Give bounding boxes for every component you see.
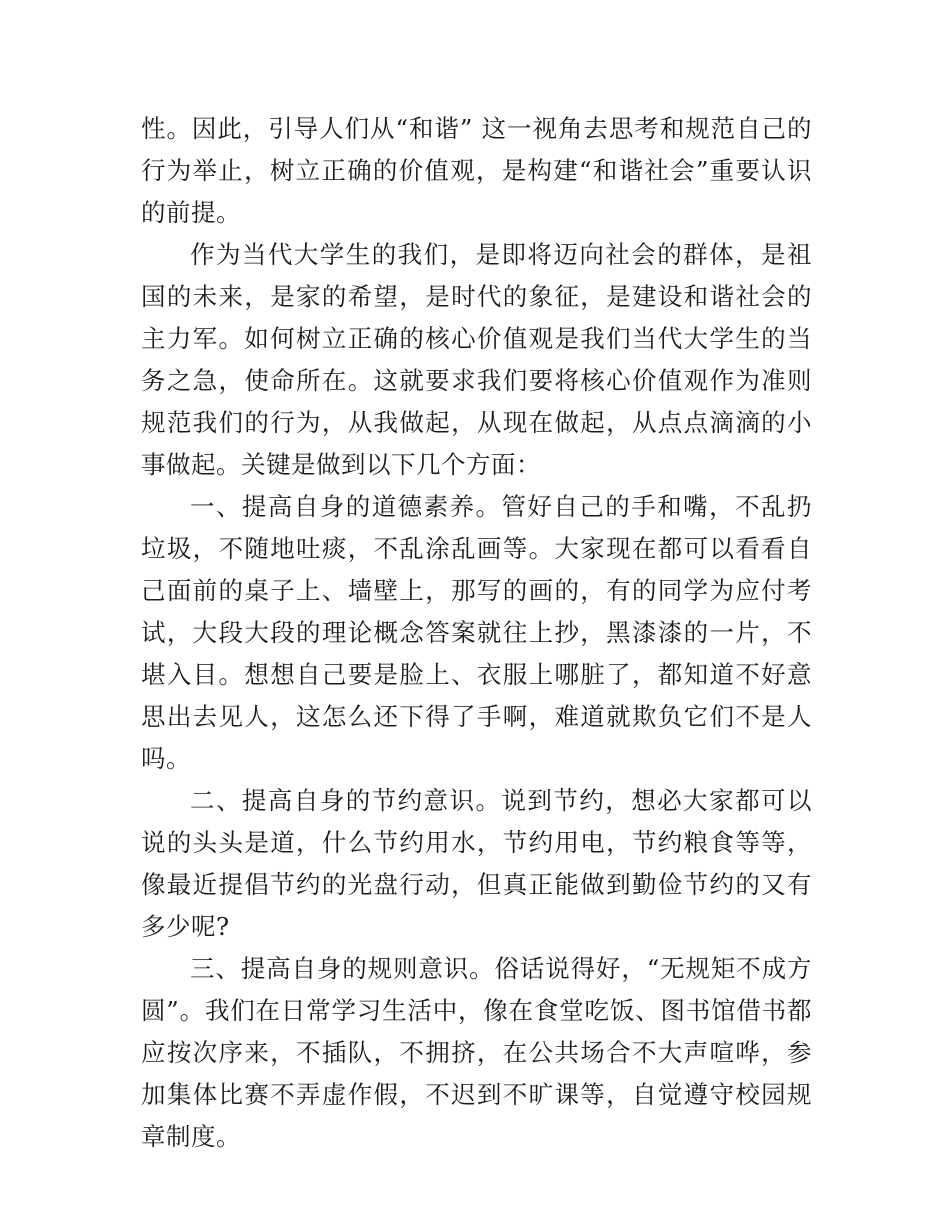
paragraph-college-students: 作为当代大学生的我们，是即将迈向社会的群体，是祖国的未来，是家的希望，是时代的象征，是建设和谐社会的主力军。如何树立正确的核心价值观是我们当代大学生的当务之急，使命所在。这就要求我们要将核心价值观作为准则规范我们的行为，从我做起，从现在做起，从点点滴滴的小事做起。关键是做到以下几个方面：: [141, 240, 812, 479]
paragraph-moral-quality: 一、提高自身的道德素养。管好自己的手和嘴，不乱扔垃圾，不随地吐痰，不乱涂乱画等。大家现在都可以看看自己面前的桌子上、墙壁上，那写的画的，有的同学为应付考试，大段大段的理论概念答案就往上抄，黑漆漆的一片，不堪入目。想想自己要是脸上、衣服上哪脏了，都知道不好意思出去见人，这怎么还下得了手啊，难道就欺负它们不是人吗。: [141, 492, 812, 773]
paragraph-rule-awareness: 三、提高自身的规则意识。俗话说得好，“无规矩不成方圆”。我们在日常学习生活中，像在食堂吃饭、图书馆借书都应按次序来，不插队，不拥挤，在公共场合不大声喧哗，参加集体比赛不弄虚作假，不迟到不旷课等，自觉遵守校园规章制度。: [141, 954, 812, 1151]
paragraph-saving-awareness: 二、提高自身的节约意识。说到节约，想必大家都可以说的头头是道，什么节约用水，节约用电，节约粮食等等，像最近提倡节约的光盘行动，但真正能做到勤俭节约的又有多少呢?: [141, 786, 812, 941]
paragraph-continuation: 性。因此，引导人们从“和谐” 这一视角去思考和规范自己的行为举止，树立正确的价值观，是构建“和谐社会”重要认识的前提。: [141, 114, 812, 227]
document-body: [141, 108, 812, 1158]
